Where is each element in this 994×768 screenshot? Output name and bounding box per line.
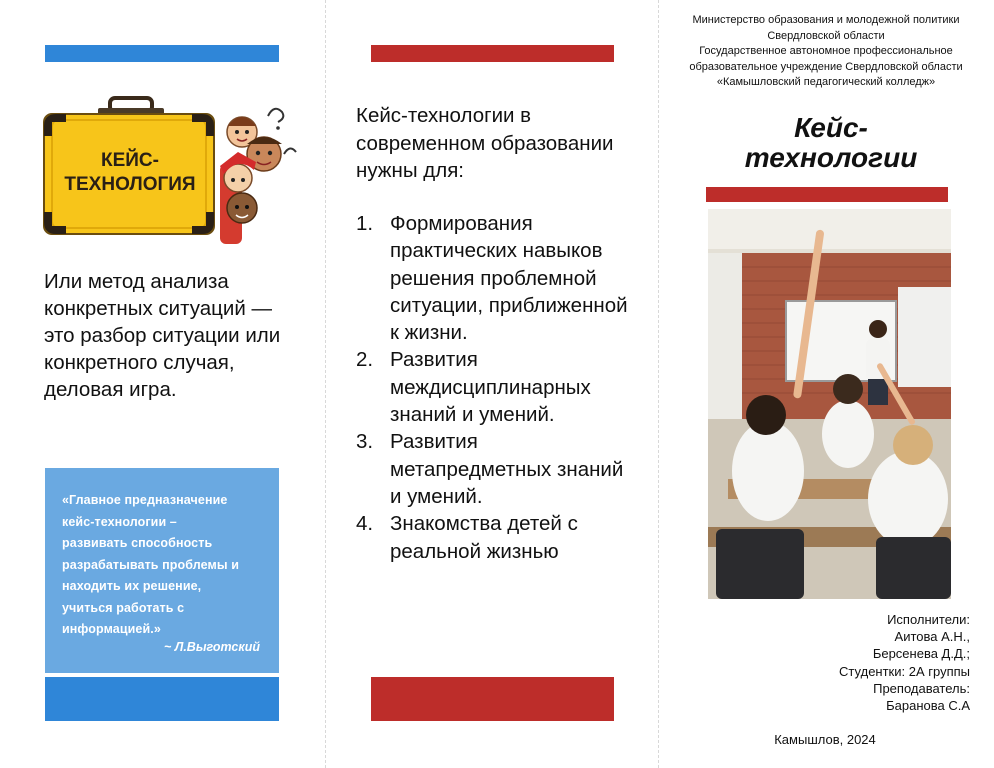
- list-item-number: 4.: [356, 512, 374, 536]
- authors-line: Берсенева Д.Д.;: [872, 646, 970, 662]
- brochure-title-line1: Кейс-: [794, 112, 868, 143]
- quote-author: ~ Л.Выготский: [163, 640, 260, 654]
- list-item-number: 3.: [356, 430, 374, 454]
- city-year: Камышлов, 2024: [774, 732, 876, 747]
- authors-line: Аитова А.Н.,: [894, 629, 970, 645]
- suitcase-label-line1: КЕЙС-: [101, 150, 159, 171]
- institution-line: образовательное учреждение Свердловской области: [689, 60, 963, 73]
- list-item-text: Развития метапредметных знаний и умений.: [390, 430, 624, 508]
- quote-line: информацией.»: [62, 622, 161, 636]
- suitcase-label-line2: ТЕХНОЛОГИЯ: [64, 174, 196, 195]
- list-item-text: Развития междисциплинарных знаний и умений.: [390, 348, 591, 427]
- authors-line: Исполнители:: [887, 612, 970, 627]
- children-figures: [220, 109, 296, 244]
- classroom-photo: [708, 209, 951, 599]
- quote-line: разрабатывать проблемы и: [62, 557, 240, 572]
- fold-line-1: [325, 0, 326, 768]
- authors-line: Баранова С.А: [886, 698, 970, 714]
- bottom-accent-bar-blue: [45, 677, 279, 721]
- institution-line: «Камышловский педагогический колледж»: [716, 76, 936, 88]
- top-accent-bar-red: [371, 45, 614, 62]
- fold-line-2: [658, 0, 659, 768]
- list-item-text: Знакомства детей с реальной жизнью: [390, 512, 578, 563]
- needs-list: [356, 210, 636, 565]
- bottom-accent-bar-red: [371, 677, 614, 721]
- brochure-title-line2: технологии: [744, 142, 918, 173]
- institution-header: [664, 13, 988, 91]
- list-item: [356, 428, 636, 510]
- institution-line: Свердловской области: [767, 29, 885, 42]
- list-item-text: Формирования практических навыков решения проблемной ситуации, приближенной к жизни.: [390, 212, 628, 345]
- authors-line: Студентки: 2А группы: [839, 663, 970, 679]
- list-item: [356, 510, 636, 565]
- quote-line: находить их решение,: [62, 579, 202, 593]
- vygotsky-quote: [62, 490, 270, 641]
- quote-line: развивать способность: [62, 536, 213, 550]
- suitcase-icon: [42, 96, 298, 248]
- top-accent-bar-blue: [45, 45, 279, 62]
- classroom-image: [708, 209, 951, 599]
- authors-line: Преподаватель:: [873, 680, 970, 696]
- case-technology-illustration: [42, 96, 298, 248]
- list-item-number: 1.: [356, 212, 374, 235]
- brochure-title: [706, 113, 956, 173]
- quote-line: кейс-технологии –: [62, 514, 177, 529]
- case-method-description: Или метод анализа конкретных ситуаций — это разбор ситуации или конкретного случая, деловая игра.: [44, 270, 281, 401]
- authors-block: [790, 611, 970, 714]
- quote-line: учиться работать с: [62, 600, 185, 615]
- needs-heading: Кейс-технологии в современном образовании нужны для:: [356, 104, 614, 182]
- title-accent-bar-red: [706, 187, 948, 202]
- list-item-number: 2.: [356, 348, 374, 372]
- institution-line: Министерство образования и молодежной политики: [692, 14, 960, 26]
- list-item: [356, 346, 636, 428]
- institution-line: Государственное автономное профессиональное: [699, 45, 953, 57]
- list-item: [356, 210, 636, 346]
- quote-line: «Главное предназначение: [62, 493, 228, 507]
